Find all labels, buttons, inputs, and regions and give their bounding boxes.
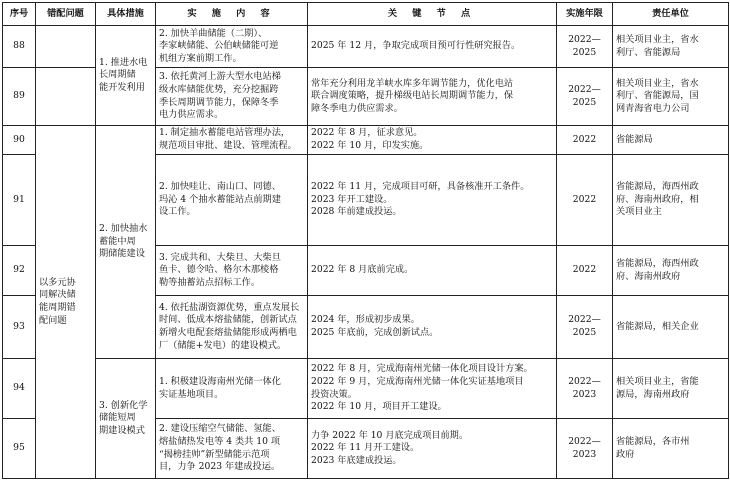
- table-row: [3, 126, 729, 155]
- unit-cell: [613, 419, 729, 479]
- measure-line: 期建设模式: [99, 424, 145, 436]
- content-line: 厂（储能+发电）的建设模式。: [159, 339, 287, 351]
- unit-line: 网青海省电力公司: [616, 102, 690, 114]
- problem-line: 能周期错: [39, 302, 76, 313]
- problem-line: 配问题: [39, 314, 67, 326]
- row-seq: 93: [3, 296, 36, 359]
- content-line: 新增火电配套熔盐储能形成两栖电: [159, 327, 297, 338]
- milestone-line: 2022 年 10 月，项目开工建设。: [311, 401, 447, 413]
- milestone-cell: [308, 68, 557, 126]
- period-cell: 2022—2023: [557, 419, 613, 479]
- content-line: 鱼卡、德令哈、格尔木那棱格: [159, 264, 279, 276]
- content-line: 玛沁 4 个抽水蓄能站点前期建: [159, 193, 281, 205]
- measure-line: 1. 推进水电: [99, 56, 148, 68]
- unit-line: 源局，海南州政府: [616, 388, 690, 400]
- header-measure: 具体措施: [96, 3, 156, 26]
- period-cell: 2022: [557, 155, 613, 246]
- milestone-cell: [308, 155, 557, 246]
- problem-cell-empty: [36, 68, 96, 126]
- milestone-line: 2022 年 8 月，征求意见。: [311, 127, 423, 139]
- milestone-line: 投资决策。: [311, 388, 357, 400]
- unit-line: 相关项目业主，省水: [616, 33, 699, 45]
- content-cell: [156, 419, 308, 479]
- unit-line: 政府: [616, 448, 635, 460]
- content-line: 时间、低成本熔盐储能，创新试点: [159, 314, 297, 326]
- milestone-line: 障冬季电力供应需求。: [311, 102, 403, 114]
- row-seq: 91: [3, 155, 36, 246]
- milestone-line: 联合调度策略，提升梯级电站长周期调节能力，保: [311, 90, 514, 102]
- content-line: 3. 完成共和、大柴旦、大柴旦: [159, 251, 281, 263]
- content-cell: [156, 155, 308, 246]
- unit-line: 相关项目业主，省能: [616, 375, 699, 387]
- content-line: 2. 加快哇让、南山口、同德、: [159, 181, 281, 193]
- unit-cell: [613, 26, 729, 68]
- problem-cell: [36, 126, 96, 479]
- milestone-line: 2022 年 8 月，完成海南州光储一体化项目设计方案。: [311, 363, 533, 375]
- header-unit: 责任单位: [613, 3, 729, 26]
- period-cell: 2022—2025: [557, 26, 613, 68]
- milestone-cell: [308, 359, 557, 419]
- table-row: [3, 359, 729, 419]
- content-line: “揭榜挂帅”新型储能示范项: [159, 448, 270, 460]
- header-content: 实 施 内 容: [156, 3, 308, 26]
- milestone-cell: [308, 26, 557, 68]
- implementation-table: [2, 2, 729, 479]
- problem-line: 同解决储: [39, 289, 76, 301]
- unit-cell: [613, 68, 729, 126]
- unit-line: 省能源局: [616, 133, 653, 145]
- measure-cell-2: [96, 126, 156, 359]
- content-cell: [156, 246, 308, 296]
- content-line: 级水库储能优势，充分挖掘跨: [159, 83, 279, 95]
- content-cell: [156, 359, 308, 419]
- row-seq: 94: [3, 359, 36, 419]
- content-line: 勒等抽蓄站点招标工作。: [159, 276, 261, 288]
- content-line: 熔盐储热发电等 4 类共 10 项: [159, 435, 281, 447]
- milestone-line: 2022 年 11 月，完成项目可研，具备核准开工条件。: [311, 181, 530, 193]
- content-line: 李家峡储能、公伯峡储能可逆: [159, 40, 279, 52]
- unit-line: 省能源局，海西州政: [616, 181, 699, 193]
- milestone-line: 常年充分利用龙羊峡水库多年调节能力，优化电站: [311, 77, 514, 89]
- unit-cell: [613, 155, 729, 246]
- milestone-cell: [308, 419, 557, 479]
- measure-cell-1: [96, 26, 156, 126]
- milestone-line: 2025 年底前，完成创新试点。: [311, 327, 439, 338]
- unit-line: 省能源局，相关企业: [616, 320, 699, 332]
- content-cell: [156, 68, 308, 126]
- milestone-line: 2028 年前建成投运。: [311, 206, 402, 218]
- period-cell: 2022—2023: [557, 359, 613, 419]
- header-period: 实施年限: [557, 3, 613, 26]
- unit-line: 关项目业主: [616, 206, 662, 218]
- unit-line: 府、海南州政府，相: [616, 193, 699, 205]
- content-line: 设工作。: [159, 206, 196, 218]
- period-cell: 2022—2025: [557, 296, 613, 359]
- unit-cell: [613, 296, 729, 359]
- content-line: 3. 依托黄河上游大型水电站梯: [159, 71, 281, 83]
- content-line: 1. 积极建设海南州光储一体化: [159, 375, 281, 387]
- milestone-line: 2023 年底建成投运。: [311, 454, 402, 466]
- milestone-line: 2023 年开工建设。: [311, 193, 393, 205]
- content-line: 季长周期调节能力，保障冬季: [159, 96, 279, 108]
- measure-line: 蓄能中周: [99, 235, 136, 247]
- milestone-cell: [308, 126, 557, 155]
- unit-line: 省能源局，海西州政: [616, 257, 699, 269]
- unit-cell: [613, 246, 729, 296]
- header-milestone: 关 键 节 点: [308, 3, 557, 26]
- row-seq: 92: [3, 246, 36, 296]
- measure-line: 能开发利用: [99, 81, 145, 93]
- unit-line: 利厅、省能源局，国: [616, 90, 699, 102]
- content-cell: [156, 296, 308, 359]
- unit-line: 省能源局，各市州: [616, 435, 690, 447]
- measure-line: 长周期储: [99, 69, 136, 81]
- milestone-line: 力争 2022 年 10 月底完成项目前期。: [311, 429, 469, 441]
- measure-line: 3. 创新化学: [99, 399, 148, 411]
- content-line: 2. 建设压缩空气储能、氢能、: [159, 423, 281, 435]
- content-line: 机组方案前期工作。: [159, 52, 242, 64]
- measure-line: 期储能建设: [99, 248, 145, 260]
- table-row: [3, 26, 729, 68]
- period-cell: 2022: [557, 246, 613, 296]
- period-cell: 2022: [557, 126, 613, 155]
- unit-line: 府、海南州政府: [616, 270, 681, 282]
- milestone-line: 2024 年，形成初步成果。: [311, 314, 420, 326]
- measure-cell-3: [96, 359, 156, 479]
- unit-cell: [613, 126, 729, 155]
- milestone-cell: [308, 296, 557, 359]
- content-line: 2. 加快羊曲储能（二期）、: [159, 27, 268, 39]
- header-seq: 序号: [3, 3, 36, 26]
- content-line: 4. 依托盐湖资源优势，重点发展长: [159, 301, 300, 313]
- unit-cell: [613, 359, 729, 419]
- row-seq: 95: [3, 419, 36, 479]
- row-seq: 88: [3, 26, 36, 68]
- content-line: 1. 制定抽水蓄能电站管理办法，: [159, 127, 291, 139]
- milestone-cell: [308, 246, 557, 296]
- measure-line: 2. 加快抽水: [99, 223, 148, 235]
- content-line: 电力供应需求。: [159, 109, 224, 121]
- problem-line: 以多元协: [39, 276, 76, 288]
- milestone-line: 2022 年 10 月，印发实施。: [311, 140, 429, 151]
- content-cell: [156, 126, 308, 155]
- milestone-line: 2022 年 9 月，完成海南州光储一体化实证基地项目: [311, 375, 524, 387]
- row-seq: 90: [3, 126, 36, 155]
- measure-line: 储能短周: [99, 412, 136, 424]
- problem-cell-empty: [36, 26, 96, 68]
- content-line: 实证基地项目。: [159, 388, 224, 400]
- unit-line: 利厅、省能源局: [616, 46, 681, 58]
- milestone-line: 2022 年 11 月开工建设。: [311, 442, 420, 454]
- header-row: [3, 3, 729, 26]
- content-line: 规范项目审批、建设、管理流程。: [159, 140, 297, 151]
- content-cell: [156, 26, 308, 68]
- milestone-line: 2022 年 8 月底前完成。: [311, 264, 414, 276]
- unit-line: 相关项目业主，省水: [616, 77, 699, 89]
- milestone-line: 2025 年 12 月，争取完成项目预可行性研究报告。: [311, 40, 521, 52]
- content-line: 目，力争 2023 年建成投运。: [159, 461, 281, 473]
- row-seq: 89: [3, 68, 36, 126]
- header-problem: 错配问题: [36, 3, 96, 26]
- period-cell: 2022—2025: [557, 68, 613, 126]
